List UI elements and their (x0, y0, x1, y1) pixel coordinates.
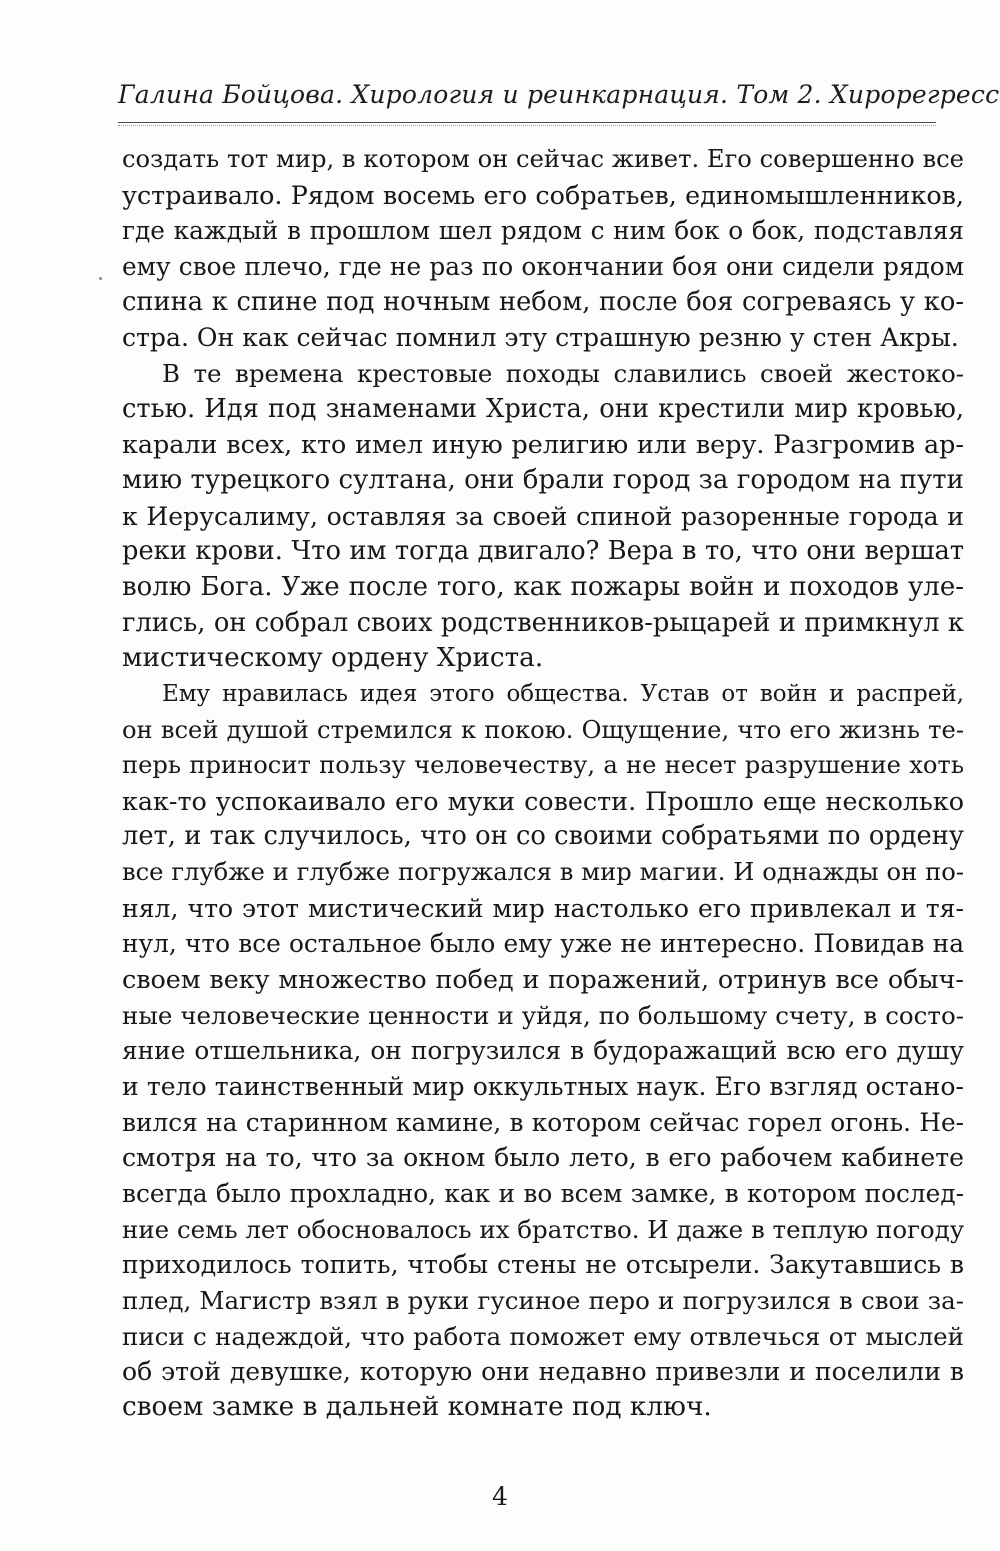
text-line: спина к спине под ночным небом, после боя согреваясь у ко- (122, 286, 964, 317)
text-line: как-то успокаивало его муки совести. Прошло еще несколько (122, 785, 964, 816)
text-line: и тело таинственный мир оккультных наук. Его взгляд остано- (122, 1072, 964, 1102)
text-line: смотря на то, что за окном было лето, в его рабочем кабинете (122, 1143, 964, 1173)
text-line: всегда было прохладно, как и во всем замке, в котором послед- (122, 1179, 964, 1209)
text-line: создать тот мир, в котором он сейчас живет. Его совершенно все (122, 145, 964, 173)
text-line: своем веку множество побед и поражений, отринув все обыч- (122, 964, 964, 995)
scan-speck (99, 277, 102, 280)
text-line: карали всех, кто имел иную религию или веру. Разгромив ар- (122, 429, 964, 460)
text-line: все глубже и глубже погружался в мир магии. И однажды он по- (122, 858, 964, 887)
text-line: к Иерусалиму, оставляя за своей спиной разоренные города и (122, 501, 964, 531)
text-line: яние отшельника, он погрузился в будоражащий всю его душу (122, 1036, 964, 1066)
text-line: мию турецкого султана, они брали город за городом на пути (122, 464, 964, 495)
text-line: глись, он собрал своих родственников-рыцарей и примкнул к (122, 607, 964, 638)
text-line: В те времена крестовые походы славились своей жестоко- (162, 358, 964, 388)
header-rule (118, 122, 936, 123)
text-line: приходилось топить, чтобы стены не отсырели. Закутавшись в (122, 1250, 964, 1280)
text-line: где каждый в прошлом шел рядом с ним бок о бок, подставляя (122, 216, 964, 246)
text-line: вился на старинном камине, в котором сейчас горел огонь. Не- (122, 1107, 964, 1137)
text-line: лет, и так случилось, что он со своими собратьями по ордену (122, 821, 964, 852)
page-number: 4 (492, 1482, 508, 1511)
text-line: перь приносит пользу человечеству, а не несет разрушение хоть (122, 751, 964, 780)
body-text (122, 142, 964, 1426)
text-line: ему свое плечо, где не раз по окончании боя они сидели рядом (122, 251, 964, 281)
text-line: ные человеческие ценности и уйдя, по большому счету, в состо- (122, 1000, 964, 1030)
header-rule-decorative (118, 125, 936, 126)
text-line: своем замке в дальней комнате под ключ. (122, 1391, 712, 1422)
text-line: нул, что все остальное было ему уже не интересно. Повидав на (122, 929, 964, 959)
text-line: ние семь лет обосновалось их братство. И даже в теплую погоду (122, 1214, 965, 1244)
text-line: об этой девушке, которую они недавно привезли и поселили в (122, 1357, 964, 1387)
text-line: писи с надеждой, что работа поможет ему отвлечься от мыслей (122, 1321, 964, 1351)
paragraph-3 (122, 677, 964, 1426)
paragraph-2 (122, 356, 964, 677)
text-line: стью. Идя под знаменами Христа, они крестили мир кровью, (122, 393, 964, 424)
paragraph-1 (122, 142, 964, 356)
text-line: волю Бога. Уже после того, как пожары войн и походов уле- (122, 571, 964, 602)
text-line: он всей душой стремился к покою. Ощущение, что его жизнь те- (122, 715, 964, 744)
text-line: нял, что этот мистический мир настолько его привлекал и тя- (122, 893, 964, 923)
text-line: устраивало. Рядом восемь его собратьев, единомышленников, (122, 179, 964, 210)
text-line: реки крови. Что им тогда двигало? Вера в то, что они вершат (122, 536, 964, 567)
text-line: мистическому ордену Христа. (122, 643, 544, 674)
text-line: стра. Он как сейчас помнил эту страшную резню у стен Акры. (122, 323, 959, 353)
text-line: плед, Магистр взял в руки гусиное перо и погрузился в свои за- (122, 1286, 964, 1315)
running-header: Галина Бойцова. Хирология и реинкарнация. Том 2. Хирорегресс (118, 80, 1000, 109)
text-line: Ему нравилась идея этого общества. Устав от войн и распрей, (162, 680, 964, 707)
